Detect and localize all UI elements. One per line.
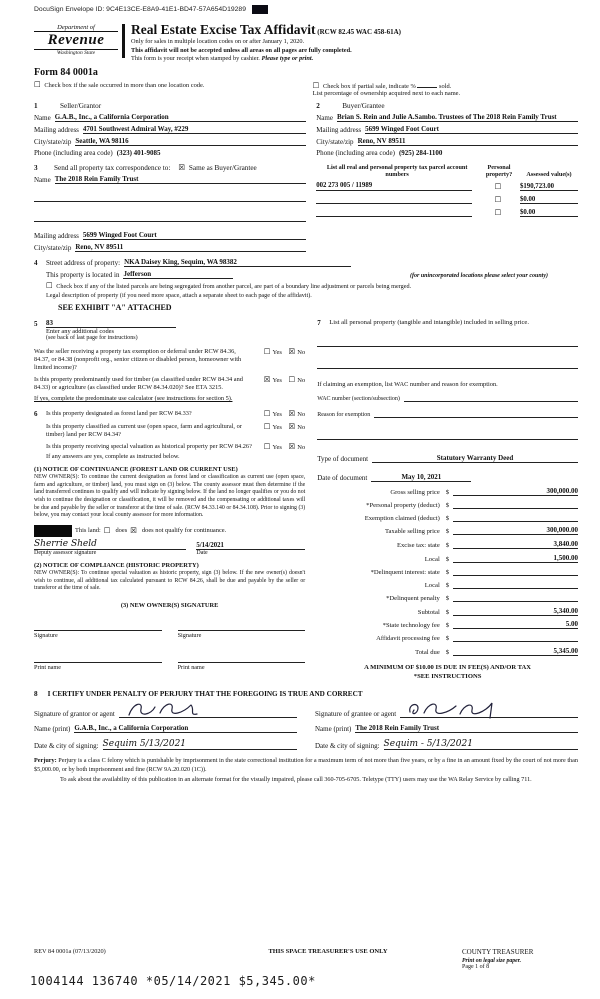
notice-compliance-heading: (2) NOTICE OF COMPLIANCE (HISTORIC PROPERTY) [34,561,199,569]
partial-sale-label: Check box if partial sale, indicate % [322,82,416,90]
exemption-claimed-field[interactable] [453,513,578,522]
additional-codes-field[interactable]: 83 [46,319,176,328]
no-label: No [297,411,306,419]
new-owner-signature-heading: (3) NEW OWNER(S) SIGNATURE [120,601,219,609]
signature-label: Signature [177,631,202,639]
dor-logo [34,22,118,64]
exemption-deferral-question: Was the seller receiving a property tax exemption or deferral under RCW 84.36, 84.37, or 84.38 (nonprofit org., senior citizen or disabled person, homeowner with limited income)? [34,347,242,371]
buyer-city-label: City/state/zip [316,137,354,146]
grantee-name-print-label: Name (print) [315,725,352,734]
seller-buyer-row [34,102,578,157]
assessor-labels-row [34,550,305,556]
parcel-number-field[interactable] [316,208,472,217]
seller-mailing-field[interactable]: 4701 Southwest Admiral Way, #229 [83,125,306,134]
yes-label: Yes [272,348,282,356]
certify-statement: I CERTIFY UNDER PENALTY OF PERJURY THAT THE FOREGOING IS TRUE AND CORRECT [47,690,363,699]
personal-property-deduct-field[interactable] [453,500,578,509]
yes-label: Yes [272,411,282,419]
delinquent-interest-state-field[interactable] [453,567,578,576]
title-block [131,22,578,64]
dollar-sign: $ [445,528,450,536]
date-label: Date [196,549,208,556]
wac-number-field[interactable] [404,394,578,402]
parcel-row [316,182,578,191]
assessor-date-field[interactable]: 5/14/2021 [196,542,305,550]
page-footer [34,948,582,970]
ownership-percentage-note: List percentage of ownership acquired next to each name. [312,89,461,97]
personal-property-list-label: List all personal property (tangible and intangible) included in selling price. [329,318,529,326]
state-technology-fee-field[interactable]: 5.00 [453,620,578,629]
delinquent-penalty-field[interactable] [453,593,578,602]
dollar-sign: $ [445,648,450,656]
excise-tax-local-field[interactable]: 1,500.00 [453,554,578,563]
street-address-label: Street address of property: [46,258,121,267]
money-label: Exemption claimed (deduct) [364,514,440,522]
treasurer-stamp: 1004144 136740 *05/14/2021 $5,345.00* [30,974,316,988]
new-owner-print-grid [34,651,305,671]
money-label: *Personal property (deduct) [366,501,440,509]
money-label: *Delinquent penalty [386,594,440,602]
yes-label: Yes [272,443,282,451]
dollar-sign: $ [445,568,450,576]
seller-city-label: City/state/zip [34,137,72,146]
no-label: No [297,443,306,451]
partial-sale-check [313,81,578,97]
correspondence-name-field[interactable]: The 2018 Rein Family Trust [55,175,307,184]
section-2-number: 2 [316,101,320,110]
docusign-stamp-box [252,5,268,14]
dollar-sign: $ [445,594,450,602]
this-land-label: This land: [75,527,101,535]
answers-yes-note: If any answers are yes, complete as instructed below. [46,453,180,461]
subtotal-field[interactable]: 5,340.00 [453,607,578,616]
current-use-question: Is this property classified as current use (open space, farm and agricultural, or timber) land per RCW 84.34? [46,422,242,438]
unincorporated-note: (for unincorporated locations please select your county) [410,272,548,279]
assessed-value-field[interactable]: $0.00 [520,209,578,217]
grantor-name-print-field[interactable]: G.A.B., Inc., a California Corporation [74,724,297,733]
docusign-envelope-id: DocuSign Envelope ID: 9C4E13CE-E8A9-41E1-BD47-57A654D19289 [34,6,246,13]
buyer-name-field[interactable]: Brian S. Rein and Julie A.Sambo. Trustees of The 2018 Rein Family Trust [337,113,578,122]
exemption-claim-label: If claiming an exemption, list WAC number and reason for exemption. [317,381,498,389]
print-name-label: Print name [177,663,205,671]
s6q2-yes-checkbox[interactable]: ☐ [263,421,271,431]
redaction-box [34,525,72,537]
parcel-table-header [316,164,578,178]
signature-label: Signature [34,631,58,639]
grantee-signature-line[interactable] [400,702,578,718]
same-as-buyer-checkbox[interactable]: ☒ [178,162,186,172]
grantor-name-print-label: Name (print) [34,725,71,734]
money-label: Local [424,581,440,589]
buyer-city-field[interactable]: Reno, NV 89511 [358,137,578,146]
historic-property-question: Is this property receiving special valuation as historical property per RCW 84.26? [46,442,252,450]
section-2-buyer [316,102,578,157]
delinquent-interest-local-field[interactable] [453,580,578,589]
section-8-certification [34,690,578,750]
assessed-value-field[interactable]: $190,723.00 [520,183,578,191]
seller-heading: Seller/Grantor [60,101,102,110]
correspondence-name-label: Name [34,175,51,184]
correspondence-mailing-field[interactable]: 5699 Winged Foot Court [83,231,306,240]
reason-exemption-label: Reason for exemption [317,412,371,419]
correspondence-blank-line-2[interactable] [34,212,306,222]
title-rcw-reference: (RCW 82.45 WAC 458-61A) [317,28,401,36]
section-3-number: 3 [34,163,38,172]
land-qualify-row [34,525,305,537]
form-header [34,22,578,64]
form-number: Form 84 0001a [34,66,98,78]
county-treasurer-label: COUNTY TREASURER [462,948,534,956]
legal-size-note: Print on legal size paper. [462,958,522,964]
grantee-date-city-field[interactable]: Sequim - 5/13/2021 [384,739,578,750]
parcel-row [316,195,578,204]
buyer-mailing-field[interactable]: 5699 Winged Foot Court [365,125,578,134]
money-label: Taxable selling price [384,528,440,536]
logo-revenue-text: Revenue [34,31,118,50]
personal-property-checkbox[interactable]: ☐ [494,194,502,204]
partial-sale-checkbox[interactable]: ☐ [312,80,320,90]
treasurer-space-label: THIS SPACE TREASURER'S USE ONLY [268,948,388,955]
segregated-checkbox[interactable]: ☐ [46,280,53,290]
see-instructions-text: *SEE INSTRUCTIONS [413,673,482,680]
parcel-row [316,208,578,217]
money-label: Excise tax: state [396,542,440,550]
section-6-number: 6 [34,410,38,419]
rev-number: REV 84 0001a (07/13/2020) [34,948,106,955]
correspondence-city-label: City/state/zip [34,243,72,252]
header-note-3 [131,55,578,64]
street-address-field[interactable]: NKA Daisey King, Sequim, WA 98382 [124,258,351,267]
does-not-qualify-checkbox[interactable]: ☒ [130,526,137,536]
grantor-signature-line[interactable] [119,702,297,718]
grantee-certification [315,702,578,750]
partial-sale-percent-field[interactable] [417,81,437,88]
no-label: No [297,423,306,431]
section-5-number: 5 [34,319,38,328]
grantor-date-city-label: Date & city of signing: [34,742,99,751]
s6q2-no-checkbox[interactable]: ☒ [288,421,296,431]
section-4-number: 4 [34,258,38,267]
dollar-sign: $ [445,622,450,630]
money-label: *State technology fee [382,622,440,630]
sold-label: sold. [439,82,452,90]
yes-label: Yes [272,377,282,385]
correspondence-label: Send all property tax correspondence to: [54,163,171,172]
correspondence-mailing-label: Mailing address [34,231,79,240]
page-title: Real Estate Excise Tax Affidavit [131,22,316,37]
s5q1-yes-checkbox[interactable]: ☐ [263,346,271,356]
personal-property-column-header: Personal property? [485,163,513,178]
dollar-sign: $ [445,608,450,616]
dollar-sign: $ [445,488,450,496]
dollar-sign: $ [445,542,450,550]
assessor-signature-row [34,539,305,550]
section-1-seller [34,102,306,157]
parcel-number-field[interactable]: 002 273 005 / 11989 [316,182,472,191]
correspondence-parcels-row [34,164,578,252]
alternate-format-note: To ask about the availability of this publication in an alternate format for the visually impaired, please call 360-705-6705. Teletype (TTY) users may use the WA Relay Service by calling 711. [60,775,532,783]
deputy-assessor-signature[interactable]: Sherrie Sheld [34,539,186,550]
section-3-correspondence [34,164,306,252]
type-of-document-label: Type of document [317,455,369,464]
dollar-sign: $ [445,635,450,643]
new-owner-print-line-2[interactable] [178,651,306,663]
new-owner-signature-line-2[interactable] [178,619,306,631]
total-due-field[interactable]: 5,345.00 [453,647,578,656]
grantor-signature-label: Signature of grantor or agent [34,710,115,719]
type-of-document-field[interactable]: Statutory Warranty Deed [372,454,578,463]
excise-tax-state-field[interactable]: 3,840.00 [453,540,578,549]
s5q2-yes-checkbox[interactable]: ☒ [263,375,271,385]
date-of-document-field[interactable]: May 10, 2021 [371,473,471,482]
s6q3-no-checkbox[interactable]: ☒ [288,441,296,451]
page-number: Page 1 of 8 [462,964,490,970]
grantee-signature-label: Signature of grantee or agent [315,710,397,719]
new-owner-signature-grid [34,619,305,639]
correspondence-blank-line-1[interactable] [34,192,306,202]
s6q1-yes-checkbox[interactable]: ☐ [263,409,271,419]
additional-codes-note: (see back of last page for instructions) [46,334,138,341]
s5q2-no-checkbox[interactable]: ☐ [288,375,296,385]
located-in-label: This property is located in [46,270,120,279]
legal-description-value[interactable]: SEE EXHIBIT "A" ATTACHED [58,302,172,312]
header-note-3-italic: Please type or print. [261,55,314,62]
perjury-body: Perjury is a class C felony which is punishable by imprisonment in the state correctional institution for a maximum term of not more than five years, or by a fine in an amount fixed by the court of not more than $5,000.00, or by both imprisonment and fine (RCW 9A.20.020 (1C)). [34,757,578,773]
money-label: Local [424,555,440,563]
personal-property-checkbox[interactable]: ☐ [494,207,502,217]
docusign-envelope-row [34,5,578,14]
predominate-use-note: If yes, complete the predominate use calculator (see instructions for section 5). [34,395,233,403]
s5q1-no-checkbox[interactable]: ☒ [288,346,296,356]
section-4-property [34,258,578,312]
affidavit-processing-fee-field[interactable] [453,634,578,643]
does-label: does [115,527,128,535]
buyer-mailing-label: Mailing address [316,125,362,134]
grantee-signature-scribble [406,700,496,720]
money-label: Affidavit processing fee [376,635,440,643]
grantor-certification [34,702,297,750]
header-divider [122,24,125,58]
minimum-due-text: A MINIMUM OF $10.00 IS DUE IN FEE(S) AND/OR TAX [364,663,532,671]
seller-mailing-label: Mailing address [34,125,79,134]
assessed-value-column-header: Assessed value(s) [526,170,572,178]
perjury-label: Perjury: [34,757,57,765]
grantor-signature-scribble [125,700,205,720]
personal-property-checkbox[interactable]: ☐ [494,181,502,191]
seller-name-label: Name [34,113,51,122]
s6q3-yes-checkbox[interactable]: ☐ [263,441,271,451]
date-of-document-label: Date of document [317,474,368,483]
perjury-paragraph [34,757,578,784]
personal-property-blank-2[interactable] [317,359,578,369]
gross-selling-price-field[interactable]: 300,000.00 [453,487,578,496]
buyer-name-label: Name [316,113,333,122]
timber-agriculture-question: Is this property predominantly used for timber (as classified under RCW 84.34 and 84.33) or agriculture (as classified under RCW 84.34.020)? See ETA 3215. [34,376,243,392]
s6q1-no-checkbox[interactable]: ☒ [288,409,296,419]
dollar-sign: $ [445,581,450,589]
right-column [317,319,578,682]
new-owner-print-line-1[interactable] [34,651,162,663]
no-label: No [297,377,306,385]
no-label: No [297,348,306,356]
reason-exemption-field[interactable] [374,410,578,418]
seller-phone-label: Phone (including area code) [34,148,113,157]
main-columns [34,319,578,682]
footer-right-block [462,948,582,970]
left-column [34,319,305,671]
notice-compliance-body: NEW OWNER(S): To continue special valuation as historic property, sign (3) below. If the new owner(s) doesn't wish to continue, all additional tax calculated pursuant to RCW 84.26, shall be due and payable by the seller or transferor at the time of sale. [34,569,306,592]
does-not-label: does not qualify for continuance. [141,527,227,535]
wac-number-label: WAC number (section/subsection) [317,396,400,403]
grantee-date-city-label: Date & city of signing: [315,742,380,751]
dollar-sign: $ [445,514,450,522]
parcel-number-field[interactable] [316,195,472,204]
seller-phone-field[interactable]: (323) 401-9085 [116,148,161,157]
seller-city-field[interactable]: Seattle, WA 98116 [75,137,306,146]
buyer-heading: Buyer/Grantee [342,101,385,110]
county-field[interactable]: Jefferson [123,270,233,279]
header-note-1: Only for sales in multiple location codes on or after January 1, 2020. [131,38,305,45]
dollar-sign: $ [445,501,450,509]
money-label: *Delinquent interest: state [370,568,440,576]
does-qualify-checkbox[interactable]: ☐ [103,526,111,536]
buyer-phone-label: Phone (including area code) [316,148,395,157]
grantor-date-city-field[interactable]: Sequim 5/13/2021 [103,739,297,750]
money-label: Subtotal [417,608,440,616]
deputy-assessor-label: Deputy assessor signature [34,549,97,556]
segregated-label: Check box if any of the listed parcels are being segregated from another parcel, are part of a boundary line adjustment or parcels being merged. [56,282,412,290]
section-8-number: 8 [34,690,38,699]
logo-department-text: Department of [57,24,95,31]
additional-codes-label: Enter any additional codes [46,327,114,335]
taxable-selling-price-field[interactable]: 300,000.00 [453,526,578,535]
multi-location-checkbox[interactable]: ☐ [34,79,41,89]
money-label: Gross selling price [390,488,440,496]
legal-description-label: Legal description of property (if you need more space, attach a separate sheet to each page of the affidavit). [46,291,312,299]
yes-label: Yes [272,423,282,431]
personal-property-blank-1[interactable] [317,337,578,347]
print-name-label: Print name [34,663,61,671]
multi-location-check [34,81,313,97]
exemption-blank-1[interactable] [317,430,578,440]
top-checkboxes-row [34,81,578,97]
dollar-sign: $ [445,555,450,563]
header-note-2: This affidavit will not be accepted unless all areas on all pages are fully completed. [131,46,352,54]
money-label: Total due [415,648,440,656]
buyer-phone-field[interactable]: (925) 284-1100 [398,148,443,157]
grantee-name-print-field[interactable]: The 2018 Rein Family Trust [355,724,578,733]
parcel-column-header: List all real and personal property tax parcel account numbers [326,163,468,178]
section-7-number: 7 [317,318,321,327]
notice-continuance-heading: (1) NOTICE OF CONTINUANCE (FOREST LAND OR CURRENT USE) [34,466,238,474]
header-note-3-text: This form is your receipt when stamped by cashier. [131,55,260,62]
section-1-number: 1 [34,101,38,110]
parcel-table [316,164,578,252]
assessed-value-field[interactable]: $0.00 [520,196,578,204]
notice-continuance-body: NEW OWNER(S): To continue the current designation as forest land or classification as current use (open space, farm and agriculture, or timber) land, you must sign on (3) below. The county assessor must then determine if the land transferred continues to qualify and will indicate by signing below. If the land no longer qualifies or you do not wish to continue the designation or classification, it will be removed and the compensating or additional taxes will be due and payable by the seller or transferor at the time of sale. (RCW 84.33.140 or 84.34.108). Prior to signing (3) below, you may contact your local county assessor for more information. [34,474,306,519]
new-owner-signature-line-1[interactable] [34,619,162,631]
same-as-buyer-label: Same as Buyer/Grantee [188,163,257,172]
multi-location-label: Check box if the sale occurred in more than one location code. [44,81,205,89]
seller-name-field[interactable]: G.A.B., Inc., a California Corporation [55,113,307,122]
forest-land-question: Is this property designated as forest land per RCW 84.33? [46,410,192,418]
correspondence-city-field[interactable]: Reno, NV 89511 [75,243,306,252]
minimum-due-note [317,663,578,681]
logo-state-text: Washington State [56,50,96,56]
